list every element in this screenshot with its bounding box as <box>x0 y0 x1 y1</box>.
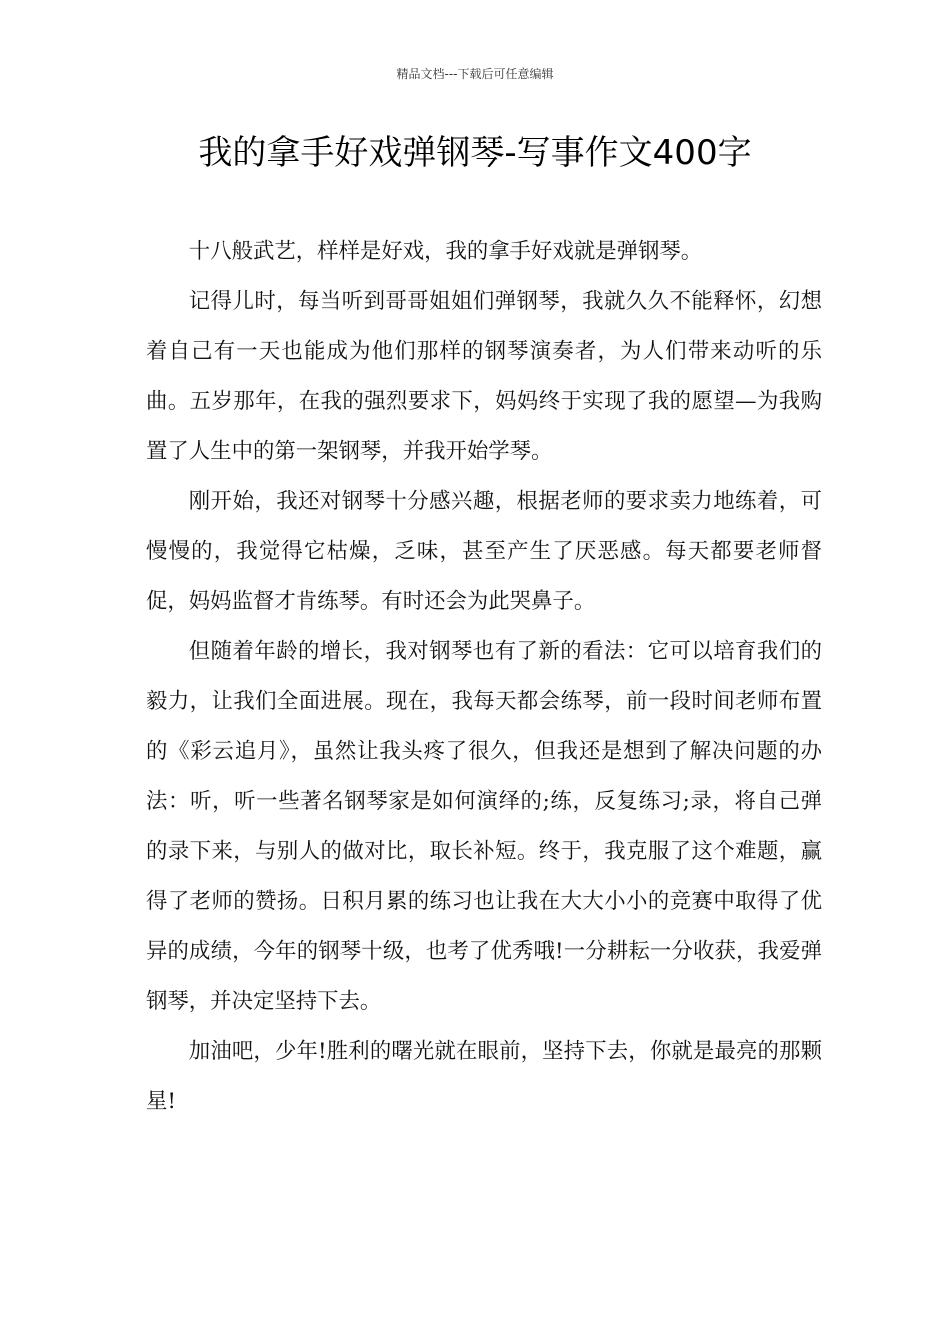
paragraph: 记得儿时，每当听到哥哥姐姐们弹钢琴，我就久久不能释怀，幻想着自己有一天也能成为他们那样的钢琴演奏者，为人们带来动听的乐曲。五岁那年，在我的强烈要求下，妈妈终于实现了我的愿望—为我购置了人生中的第一架钢琴，并我开始学琴。 <box>146 289 822 464</box>
header-note: 精品文档---下载后可任意编辑 <box>396 67 554 81</box>
paragraph: 加油吧，少年!胜利的曙光就在眼前，坚持下去，你就是最亮的那颗星! <box>146 1039 822 1114</box>
document-title: 我的拿手好戏弹钢琴-写事作文400字 <box>198 133 752 173</box>
paragraph: 刚开始，我还对钢琴十分感兴趣，根据老师的要求卖力地练着，可慢慢的，我觉得它枯燥，乏味，甚至产生了厌恶感。每天都要老师督促，妈妈监督才肯练琴。有时还会为此哭鼻子。 <box>146 489 822 614</box>
document-body <box>146 227 822 1127</box>
paragraph: 但随着年龄的增长，我对钢琴也有了新的看法：它可以培育我们的毅力，让我们全面进展。现在，我每天都会练琴，前一段时间老师布置的《彩云追月》，虽然让我头疼了很久，但我还是想到了解决问题的办法：听，听一些著名钢琴家是如何演绎的;练，反复练习;录，将自己弹的录下来，与别人的做对比，取长补短。终于，我克服了这个难题，赢得了老师的赞扬。日积月累的练习也让我在大大小小的竞赛中取得了优异的成绩，今年的钢琴十级，也考了优秀哦!一分耕耘一分收获，我爱弹钢琴，并决定坚持下去。 <box>146 639 822 1014</box>
paragraph: 十八般武艺，样样是好戏，我的拿手好戏就是弹钢琴。 <box>188 239 703 264</box>
